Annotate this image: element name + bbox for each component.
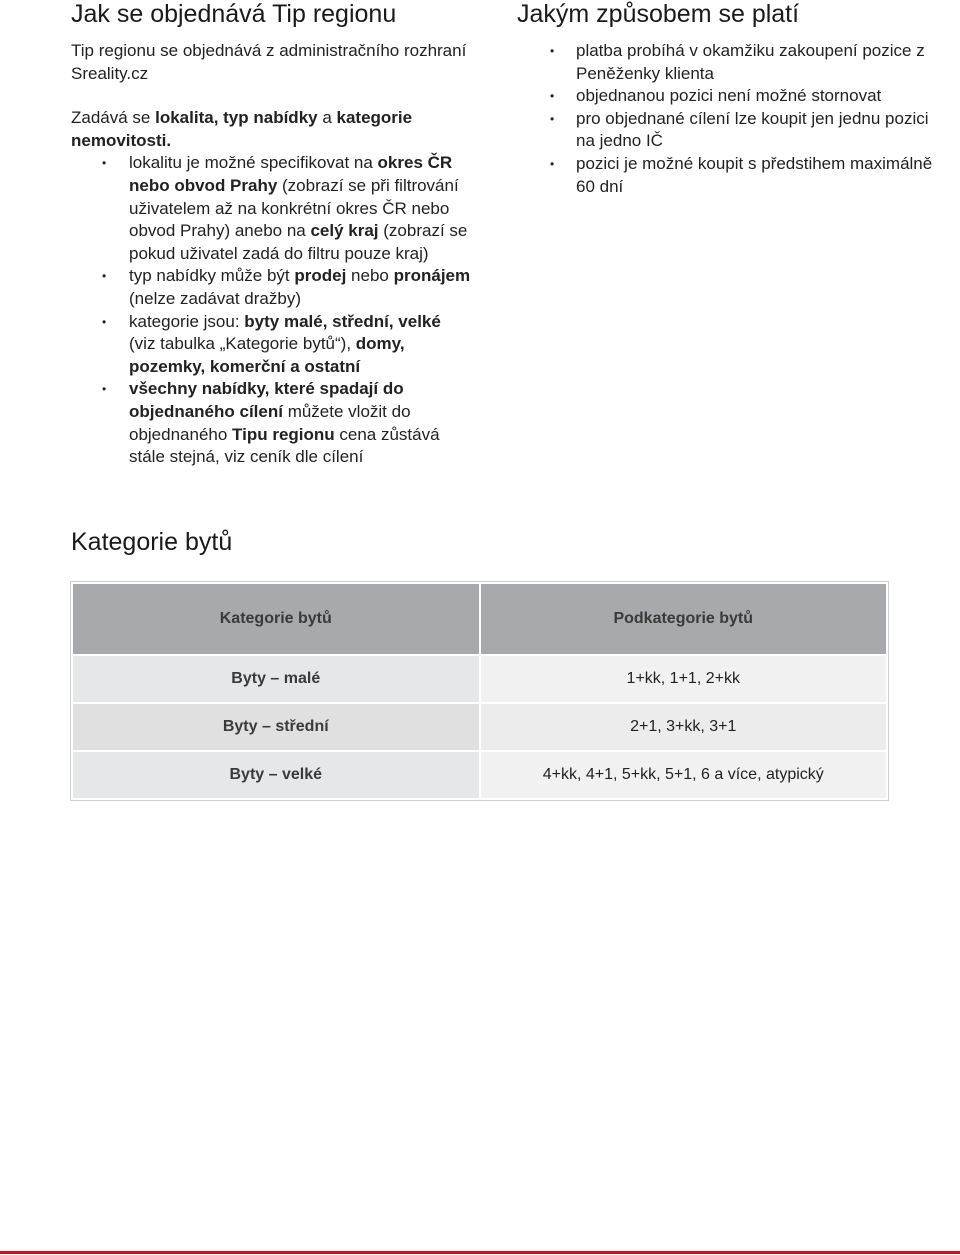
list-item: • typ nabídky může být prodej nebo pronájem (nelze zadávat dražby) — [71, 265, 471, 310]
table-header-cell: Kategorie bytů — [72, 583, 480, 655]
table-row — [72, 655, 887, 703]
categories-table — [71, 582, 888, 800]
table-header-cell: Podkategorie bytů — [480, 583, 888, 655]
table-section — [71, 528, 888, 556]
left-column — [71, 0, 471, 469]
intro-paragraph: Tip regionu se objednává z administračního rozhraní Sreality.cz — [71, 41, 467, 83]
table-header-row — [72, 583, 887, 655]
table-row — [72, 751, 887, 799]
footer-accent-line — [0, 1251, 960, 1254]
table-cell: Byty – střední — [72, 703, 480, 751]
section-title-categories: Kategorie bytů — [71, 528, 233, 556]
section-title-payment: Jakým způsobem se platí — [517, 0, 800, 28]
table-cell: Byty – malé — [72, 655, 480, 703]
section-title-ordering: Jak se objednává Tip regionu — [71, 0, 397, 28]
intro-paragraph-2: Zadává se lokalita, typ nabídky a kategorie nemovitosti. — [71, 108, 413, 150]
list-item: • pro objednané cílení lze koupit jen jednu pozici na jedno IČ — [517, 108, 937, 153]
payment-bullet-list — [517, 40, 937, 198]
list-item: • objednanou pozici není možné stornovat — [517, 85, 937, 108]
table-cell: 2+1, 3+kk, 3+1 — [480, 703, 888, 751]
table-cell: 4+kk, 4+1, 5+kk, 5+1, 6 a více, atypický — [480, 751, 888, 799]
table-cell: Byty – velké — [72, 751, 480, 799]
table-cell: 1+kk, 1+1, 2+kk — [480, 655, 888, 703]
list-item: • platba probíhá v okamžiku zakoupení pozice z Peněženky klienta — [517, 40, 937, 85]
ordering-bullet-list — [71, 152, 471, 468]
right-column — [517, 0, 937, 198]
table-row — [72, 703, 887, 751]
list-item: • pozici je možné koupit s předstihem maximálně 60 dní — [517, 153, 937, 198]
list-item: • všechny nabídky, které spadají do objednaného cílení můžete vložit do objednaného Tipu regionu cena zůstává stále stejná, viz ceník dle cílení — [71, 378, 471, 468]
list-item: • kategorie jsou: byty malé, střední, velké (viz tabulka „Kategorie bytů“), domy, pozemky, komerční a ostatní — [71, 311, 471, 379]
list-item: • lokalitu je možné specifikovat na okres ČR nebo obvod Prahy (zobrazí se při filtrování uživatelem až na konkrétní okres ČR nebo obvod Prahy) anebo na celý kraj (zobrazí se pokud uživatel zadá do filtru pouze kraj) — [71, 152, 471, 265]
